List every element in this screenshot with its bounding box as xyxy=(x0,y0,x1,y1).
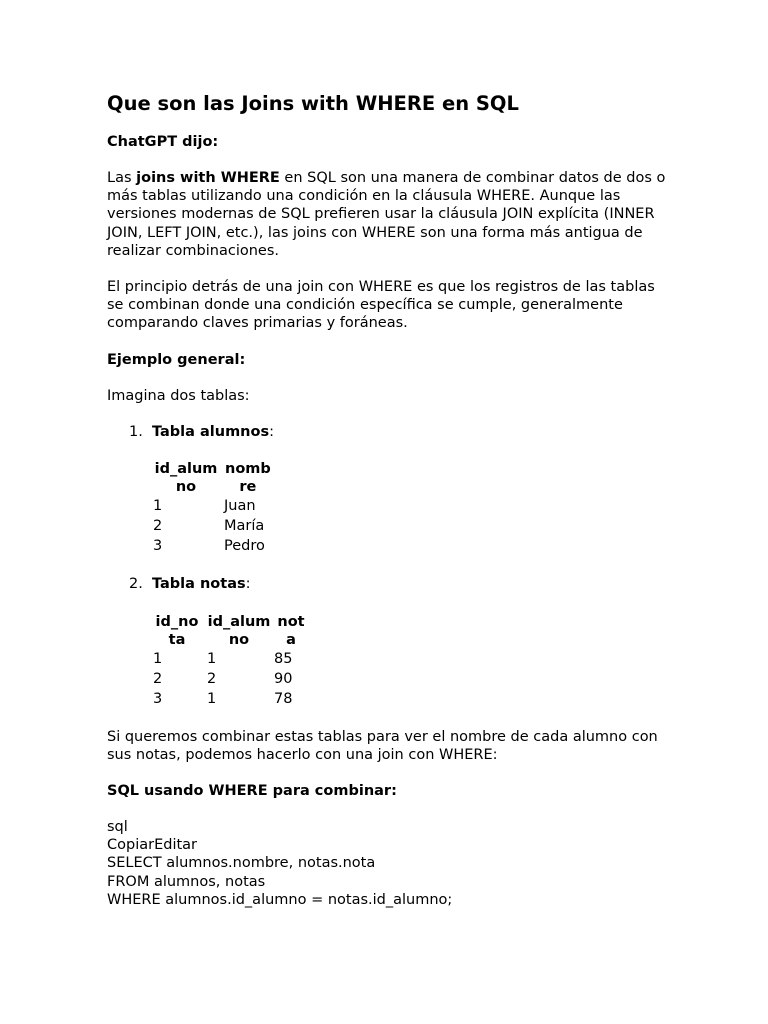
list-suffix: : xyxy=(245,576,251,592)
list-item-notas xyxy=(129,575,251,593)
table-cell: 1 xyxy=(207,651,217,667)
table-cell: 78 xyxy=(274,691,293,707)
table-header-row xyxy=(150,613,308,649)
copy-edit-button[interactable]: CopiarEditar xyxy=(107,837,198,854)
table-cell: 3 xyxy=(153,691,163,707)
table-row xyxy=(150,496,274,516)
code-block xyxy=(107,818,452,909)
table-row xyxy=(150,536,274,556)
table-header-cell: id_no ta xyxy=(155,614,199,648)
intro-pre: Las xyxy=(107,170,137,186)
list-number: 2. xyxy=(129,576,143,592)
principle-paragraph: El principio detrás de una join con WHERE es que los registros de las tablas se combinan donde una condición específica se cumple, generalmente comparando claves primarias y foráneas. xyxy=(107,279,655,332)
table-header-cell: id_alum no xyxy=(154,461,218,495)
table-cell: 2 xyxy=(153,518,163,534)
table-cell: Juan xyxy=(224,498,256,514)
table-cell: Pedro xyxy=(224,538,265,554)
table-header-cell: nomb re xyxy=(225,461,271,495)
list-label: Tabla alumnos xyxy=(152,424,270,440)
table-cell: 3 xyxy=(153,538,163,554)
intro-paragraph xyxy=(107,169,667,260)
author-label: ChatGPT dijo: xyxy=(107,134,219,150)
table-row xyxy=(150,669,308,689)
table-cell: 1 xyxy=(153,651,163,667)
intro-bold: joins with WHERE xyxy=(136,170,280,186)
table-header-cell: id_alum no xyxy=(207,614,271,648)
table-cell: 85 xyxy=(274,651,293,667)
example-heading: Ejemplo general: xyxy=(107,352,246,368)
table-alumnos xyxy=(150,460,274,556)
list-label: Tabla notas xyxy=(152,576,246,592)
table-cell: 90 xyxy=(274,671,293,687)
table-row xyxy=(150,516,274,536)
code-language-label: sql xyxy=(107,819,128,835)
table-cell: María xyxy=(224,518,265,534)
table-cell: 1 xyxy=(153,498,163,514)
table-header-cell: not a xyxy=(277,614,305,648)
intro-post: en SQL son una manera de combinar datos de dos o más tablas utilizando una condición en la cláusula WHERE. Aunque las versiones modernas de SQL prefieren usar la cláusula JOIN explícita (INNER JOIN, LEFT JOIN, etc.), las joins con WHERE son una forma más antigua de realizar combinaciones. xyxy=(107,170,666,259)
page-title: Que son las Joins with WHERE en SQL xyxy=(107,92,519,115)
list-suffix: : xyxy=(269,424,274,440)
combine-paragraph: Si queremos combinar estas tablas para ver el nombre de cada alumno con sus notas, podemos hacerlo con una join con WHERE: xyxy=(107,729,658,764)
table-notas xyxy=(150,613,308,709)
list-number: 1. xyxy=(129,424,143,440)
table-row xyxy=(150,689,308,709)
sql-heading: SQL usando WHERE para combinar: xyxy=(107,783,397,799)
code-line: SELECT alumnos.nombre, notas.nota xyxy=(107,855,376,872)
list-item-alumnos xyxy=(129,423,274,441)
table-cell: 2 xyxy=(153,671,163,687)
table-header-row xyxy=(150,460,274,496)
table-cell: 1 xyxy=(207,691,217,707)
imagine-paragraph: Imagina dos tablas: xyxy=(107,388,250,404)
code-line: WHERE alumnos.id_alumno = notas.id_alumno; xyxy=(107,891,453,908)
code-line: FROM alumnos, notas xyxy=(107,873,266,890)
table-row xyxy=(150,649,308,669)
table-cell: 2 xyxy=(207,671,217,687)
